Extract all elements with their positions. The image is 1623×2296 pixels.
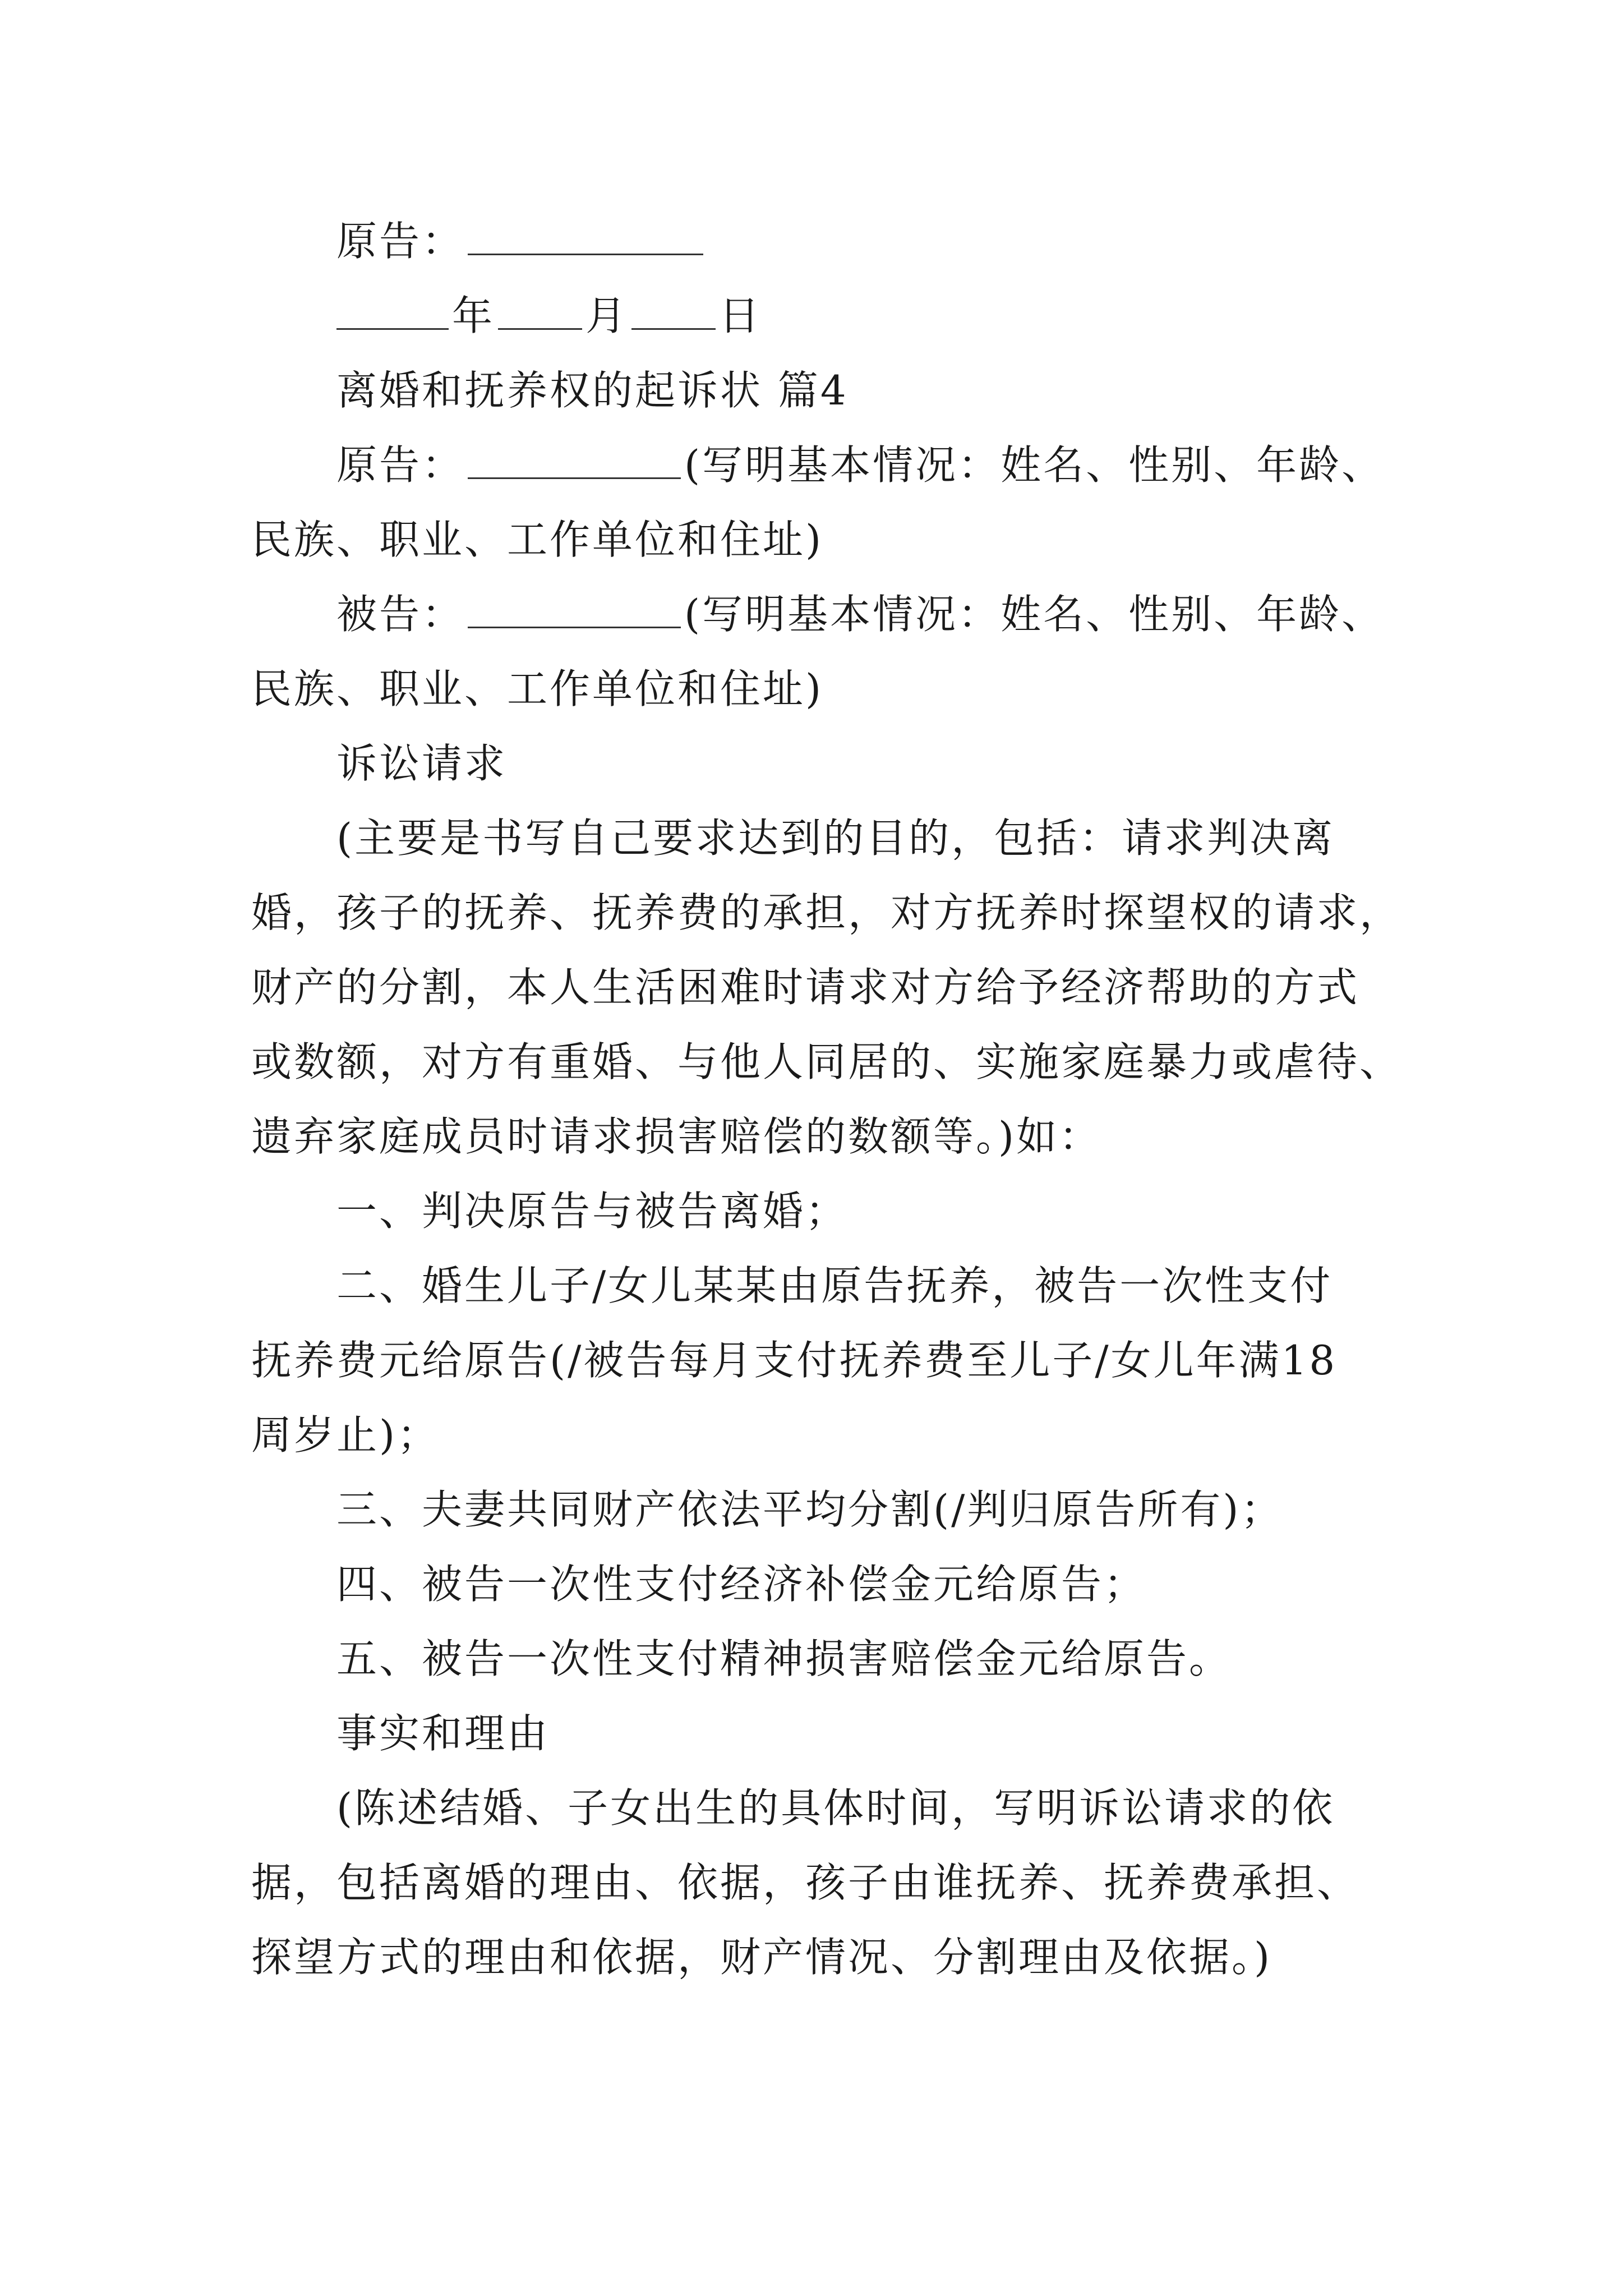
paragraph-line: 婚，孩子的抚养、抚养费的承担，对方抚养时探望权的请求， [251,889,1403,936]
paragraph-line: (主要是书写自己要求达到的目的，包括：请求判决离 [336,815,1335,862]
paragraph-line: 民族、职业、工作单位和住址) [251,665,824,712]
section-title: 离婚和抚养权的起诉状 篇4 [336,367,849,414]
claim-item-4: 四、被告一次性支付经济补偿金元给原告； [336,1561,1147,1608]
claim-item-2: 二、婚生儿子/女儿某某由原告抚养，被告一次性支付 [336,1262,1333,1309]
defendant-name-blank[interactable] [468,587,681,628]
day-blank[interactable] [631,289,716,330]
month-label: 月 [585,292,629,339]
plaintiff-info-hint: (写明基本情况：姓名、性别、年龄、 [684,441,1385,489]
claim-item-1: 一、判决原告与被告离婚； [336,1188,849,1235]
month-blank[interactable] [498,289,582,330]
day-label: 日 [719,292,762,339]
defendant-info-line [336,586,1384,642]
heading-claims: 诉讼请求 [336,740,508,787]
paragraph-line: 遗弃家庭成员时请求损害赔偿的数额等。)如： [251,1113,1102,1160]
claim-item-5: 五、被告一次性支付精神损害赔偿金元给原告。 [336,1635,1232,1682]
plaintiff-signature-label: 原告： [336,218,465,265]
paragraph-line: 探望方式的理由和依据，财产情况、分割理由及依据。) [251,1934,1272,1981]
year-label: 年 [452,292,495,339]
claim-item-3: 三、夫妻共同财产依法平均分割(/判归原告所有)； [336,1486,1284,1533]
defendant-label: 被告： [336,591,465,638]
paragraph-line: 或数额，对方有重婚、与他人同居的、实施家庭暴力或虐待、 [251,1038,1403,1085]
paragraph-line: 据，包括离婚的理由、依据，孩子由谁抚养、抚养费承担、 [251,1859,1360,1906]
date-line [336,288,762,344]
paragraph-line: (陈述结婚、子女出生的具体时间，写明诉讼请求的依 [336,1784,1335,1832]
year-blank[interactable] [336,289,449,330]
paragraph-line: 周岁止)； [251,1411,440,1458]
paragraph-line: 民族、职业、工作单位和住址) [251,516,824,563]
defendant-info-hint: (写明基本情况：姓名、性别、年龄、 [684,591,1385,638]
plaintiff-info-line [336,437,1384,493]
paragraph-line: 抚养费元给原告(/被告每月支付抚养费至儿子/女儿年满18 [251,1337,1338,1384]
plaintiff-name-blank[interactable] [468,438,681,479]
plaintiff-signature-blank[interactable] [468,214,703,255]
heading-facts: 事实和理由 [336,1710,550,1757]
plaintiff-label: 原告： [336,441,465,489]
plaintiff-signature-line [336,213,707,269]
paragraph-line: 财产的分割，本人生活困难时请求对方给予经济帮助的方式 [251,964,1360,1011]
